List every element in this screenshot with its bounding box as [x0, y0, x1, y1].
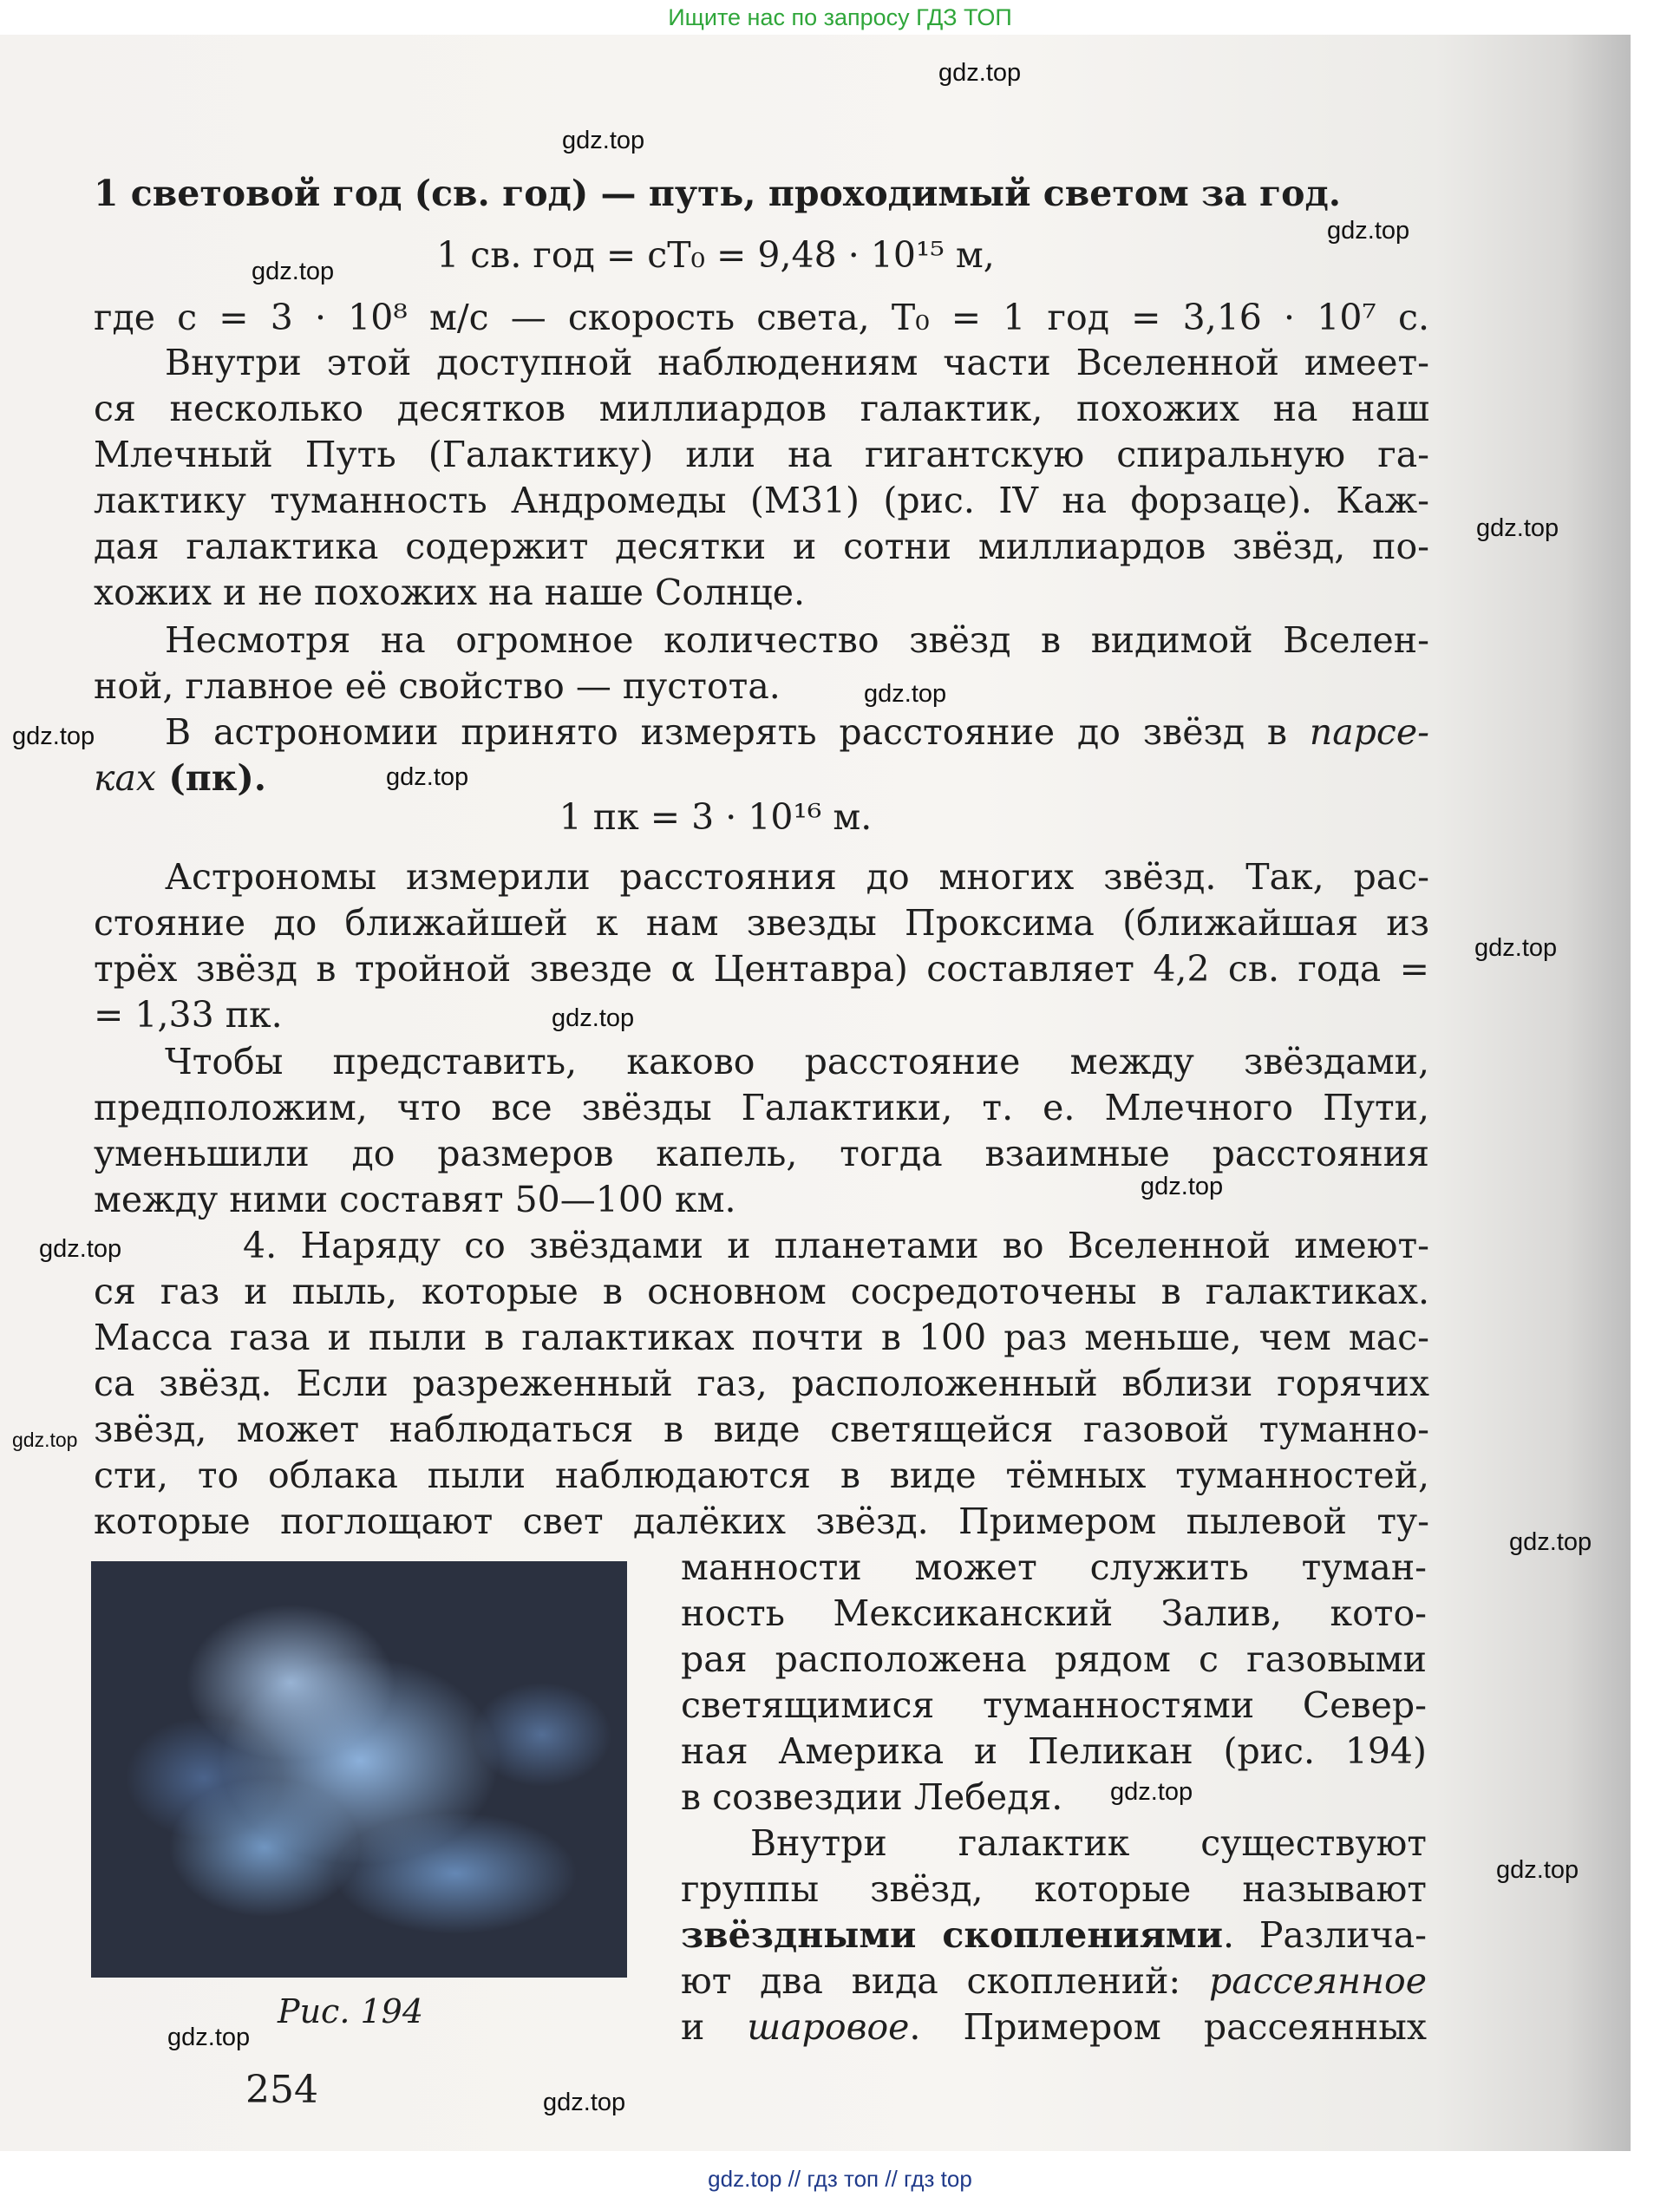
text-span: . Примером рассеянных	[909, 2006, 1427, 2048]
text-line: между ними составят 50—100 км.	[94, 1179, 736, 1220]
term-star-clusters: звёздными скоплениями	[681, 1914, 1224, 1956]
watermark: gdz.top	[562, 127, 645, 154]
text-line: лактику туманность Андромеды (M31) (рис. IV на форзаце). Каж-	[94, 480, 1429, 521]
text-line: Внутри галактик существуют	[750, 1822, 1427, 1864]
text-line	[165, 709, 1429, 755]
text-span: В астрономии принято измерять расстояние до звёзд в	[165, 711, 1310, 753]
term-parsec-end: ках	[94, 757, 157, 799]
text-line: Чтобы представить, каково расстояние между звёздами,	[165, 1041, 1429, 1082]
watermark: gdz.top	[12, 723, 95, 750]
term-open-cluster: рассеянное	[1209, 1960, 1427, 2002]
text-line: группы звёзд, которые называют	[681, 1868, 1427, 1910]
text-line: ся несколько десятков миллиардов галактик, похожих на наш	[94, 388, 1429, 429]
text-line: манности может служить туман-	[681, 1546, 1427, 1588]
watermark: gdz.top	[1509, 1528, 1592, 1556]
section-4-start: 4. Наряду со звёздами и планетами во Вселенной имеют-	[243, 1225, 1429, 1266]
text-line: Внутри этой доступной наблюдениям части Вселенной имеет-	[165, 342, 1429, 383]
text-line: которые поглощают свет далёких звёзд. Примером пылевой ту-	[94, 1501, 1429, 1542]
watermark: gdz.top	[1496, 1856, 1579, 1884]
watermark: gdz.top	[1474, 934, 1558, 962]
parsec-formula: 1 пк = 3 · 10¹⁶ м.	[559, 796, 873, 838]
term-globular-cluster: шаровое	[747, 2006, 910, 2048]
text-line: Млечный Путь (Галактику) или на гигантскую спиральную га-	[94, 434, 1429, 475]
text-line: Несмотря на огромное количество звёзд в видимой Вселен-	[165, 619, 1429, 661]
light-year-definition: 1 световой год (св. год) — путь, проходимый светом за год.	[94, 173, 1342, 214]
text-line: светящимися туманностями Север-	[681, 1684, 1427, 1726]
page-number: 254	[245, 2068, 318, 2112]
text-line: сти, то облака пыли наблюдаются в виде тёмных туманностей,	[94, 1455, 1429, 1496]
parsec-abbr: (пк).	[156, 757, 267, 799]
figure-caption: Рис. 194	[278, 1992, 424, 2030]
text-line	[681, 1958, 1427, 2004]
watermark: gdz.top	[12, 1429, 78, 1451]
text-line: Масса газа и пыли в галактиках почти в 100 раз меньше, чем мас-	[94, 1317, 1429, 1358]
text-span: ют два вида скоплений:	[681, 1960, 1209, 2002]
text-line: рая расположена рядом с газовыми	[681, 1638, 1427, 1680]
text-line: в созвездии Лебедя.	[681, 1776, 1063, 1818]
watermark: gdz.top	[938, 59, 1022, 87]
watermark: gdz.top	[1141, 1173, 1224, 1200]
text-line: са звёзд. Если разреженный газ, расположенный вблизи горячих	[94, 1363, 1429, 1404]
nebula-photo	[91, 1561, 627, 1978]
site-header[interactable]: Ищите нас по запросу ГДЗ ТОП	[668, 4, 1012, 30]
watermark: gdz.top	[252, 258, 335, 285]
text-line	[681, 2004, 1427, 2050]
text-line: ная Америка и Пеликан (рис. 194)	[681, 1730, 1427, 1772]
watermark: gdz.top	[167, 2024, 251, 2051]
text-line: трёх звёзд в тройной звезде α Центавра) составляет 4,2 св. года =	[94, 948, 1429, 990]
site-footer[interactable]: gdz.top // гдз топ // гдз top	[708, 2166, 972, 2192]
text-line: ность Мексиканский Залив, кото-	[681, 1592, 1427, 1634]
text-span: . Различа-	[1223, 1914, 1427, 1956]
watermark: gdz.top	[1110, 1778, 1193, 1806]
watermark: gdz.top	[39, 1235, 122, 1263]
watermark: gdz.top	[386, 763, 469, 791]
text-line: стояние до ближайшей к нам звезды Проксима (ближайшая из	[94, 902, 1429, 944]
text-line: уменьшили до размеров капель, тогда взаимные расстояния	[94, 1133, 1429, 1174]
text-line	[681, 1913, 1427, 1958]
text-line: Астрономы измерили расстояния до многих звёзд. Так, рас-	[165, 856, 1429, 898]
text-line: ся газ и пыль, которые в основном сосредоточены в галактиках.	[94, 1271, 1429, 1312]
watermark: gdz.top	[1476, 514, 1559, 542]
text-line: хожих и не похожих на наше Солнце.	[94, 572, 806, 613]
watermark: gdz.top	[543, 2089, 626, 2116]
watermark: gdz.top	[864, 680, 947, 708]
watermark: gdz.top	[1327, 217, 1410, 245]
text-line: где c = 3 · 10⁸ м/с — скорость света, T₀ = 1 год = 3,16 · 10⁷ с.	[94, 297, 1429, 338]
watermark: gdz.top	[552, 1004, 635, 1032]
text-line: предположим, что все звёзды Галактики, т. е. Млечного Пути,	[94, 1087, 1429, 1128]
term-parsec: парсе-	[1309, 711, 1429, 753]
text-line: ной, главное её свойство — пустота.	[94, 665, 781, 707]
text-line: дая галактика содержит десятки и сотни миллиардов звёзд, по-	[94, 526, 1429, 567]
text-line: звёзд, может наблюдаться в виде светящейся газовой туманно-	[94, 1409, 1429, 1450]
text-span: и	[681, 2006, 748, 2048]
text-line: = 1,33 пк.	[94, 994, 283, 1036]
light-year-formula: 1 св. год = cT₀ = 9,48 · 10¹⁵ м,	[436, 234, 995, 276]
